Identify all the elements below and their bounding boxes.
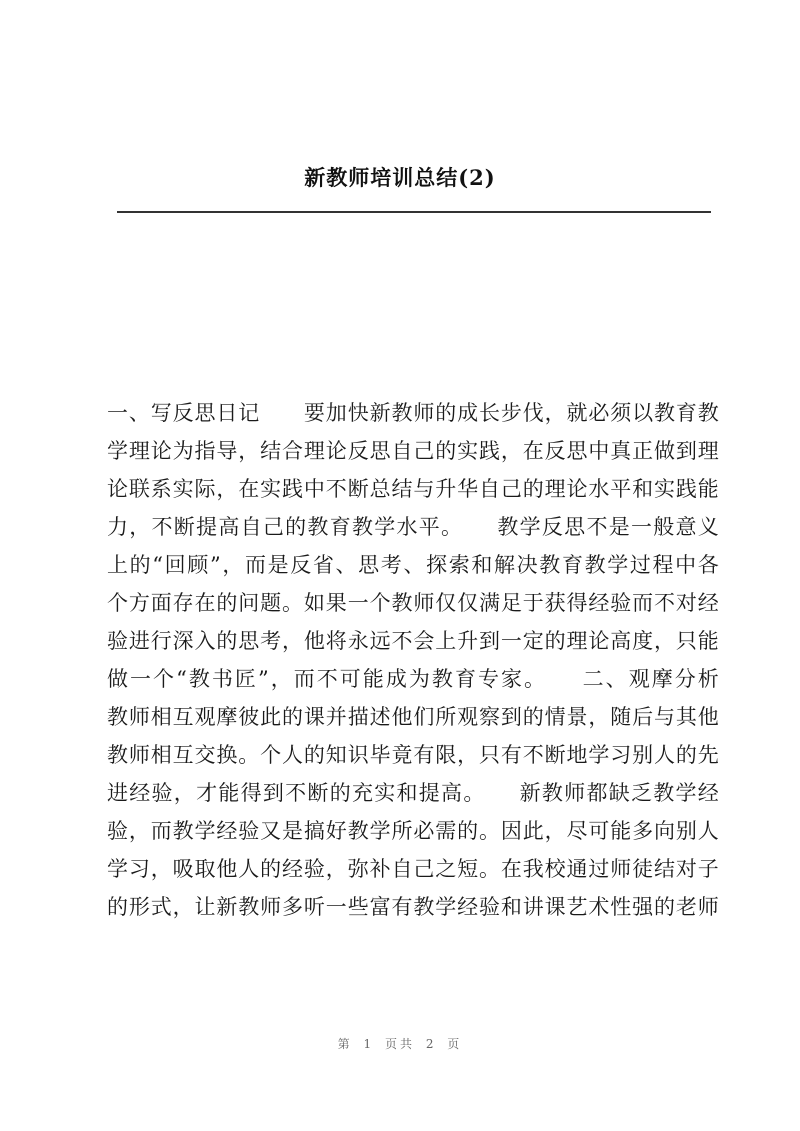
footer-middle: 页共	[384, 1037, 415, 1051]
title-divider	[117, 211, 711, 213]
body-line: 学理论为指导，结合理论反思自己的实践，在反思中真正做到理	[107, 439, 719, 463]
body-line: 验，而教学经验又是搞好教学所必需的。因此，尽可能多向别人	[107, 819, 719, 843]
body-line: 学习，吸取他人的经验，弥补自己之短。在我校通过师徒结对子	[107, 857, 719, 881]
body-line: 论联系实际，在实践中不断总结与升华自己的理论水平和实践能	[107, 477, 719, 501]
body-line: 验进行深入的思考，他将永远不会上升到一定的理论高度，只能	[107, 629, 719, 653]
body-line: 的形式，让新教师多听一些富有教学经验和讲课艺术性强的老师	[107, 895, 719, 919]
body-line: 进经验，才能得到不断的充实和提高。 新教师都缺乏教学经	[107, 781, 719, 805]
document-body	[107, 394, 719, 926]
footer-page-number: 1	[363, 1037, 375, 1051]
footer-suffix: 页	[447, 1037, 463, 1051]
body-line: 力，不断提高自己的教育教学水平。 教学反思不是一般意义	[107, 515, 719, 539]
body-line: 教师相互观摩彼此的课并描述他们所观察到的情景，随后与其他	[107, 705, 719, 729]
body-line: 教师相互交换。个人的知识毕竟有限，只有不断地学习别人的先	[107, 743, 719, 767]
body-line: 上的“回顾”，而是反省、思考、探索和解决教育教学过程中各	[107, 553, 719, 577]
body-line: 个方面存在的问题。如果一个教师仅仅满足于获得经验而不对经	[107, 591, 719, 615]
footer-prefix: 第	[337, 1037, 353, 1051]
body-line: 一、写反思日记 要加快新教师的成长步伐，就必须以教育教	[107, 401, 719, 425]
body-line: 做一个“教书匠”，而不可能成为教育专家。 二、观摩分析	[107, 667, 719, 691]
page-title: 新教师培训总结(2)	[304, 165, 496, 190]
footer-total-pages: 2	[425, 1037, 437, 1051]
page-footer	[0, 1035, 800, 1052]
